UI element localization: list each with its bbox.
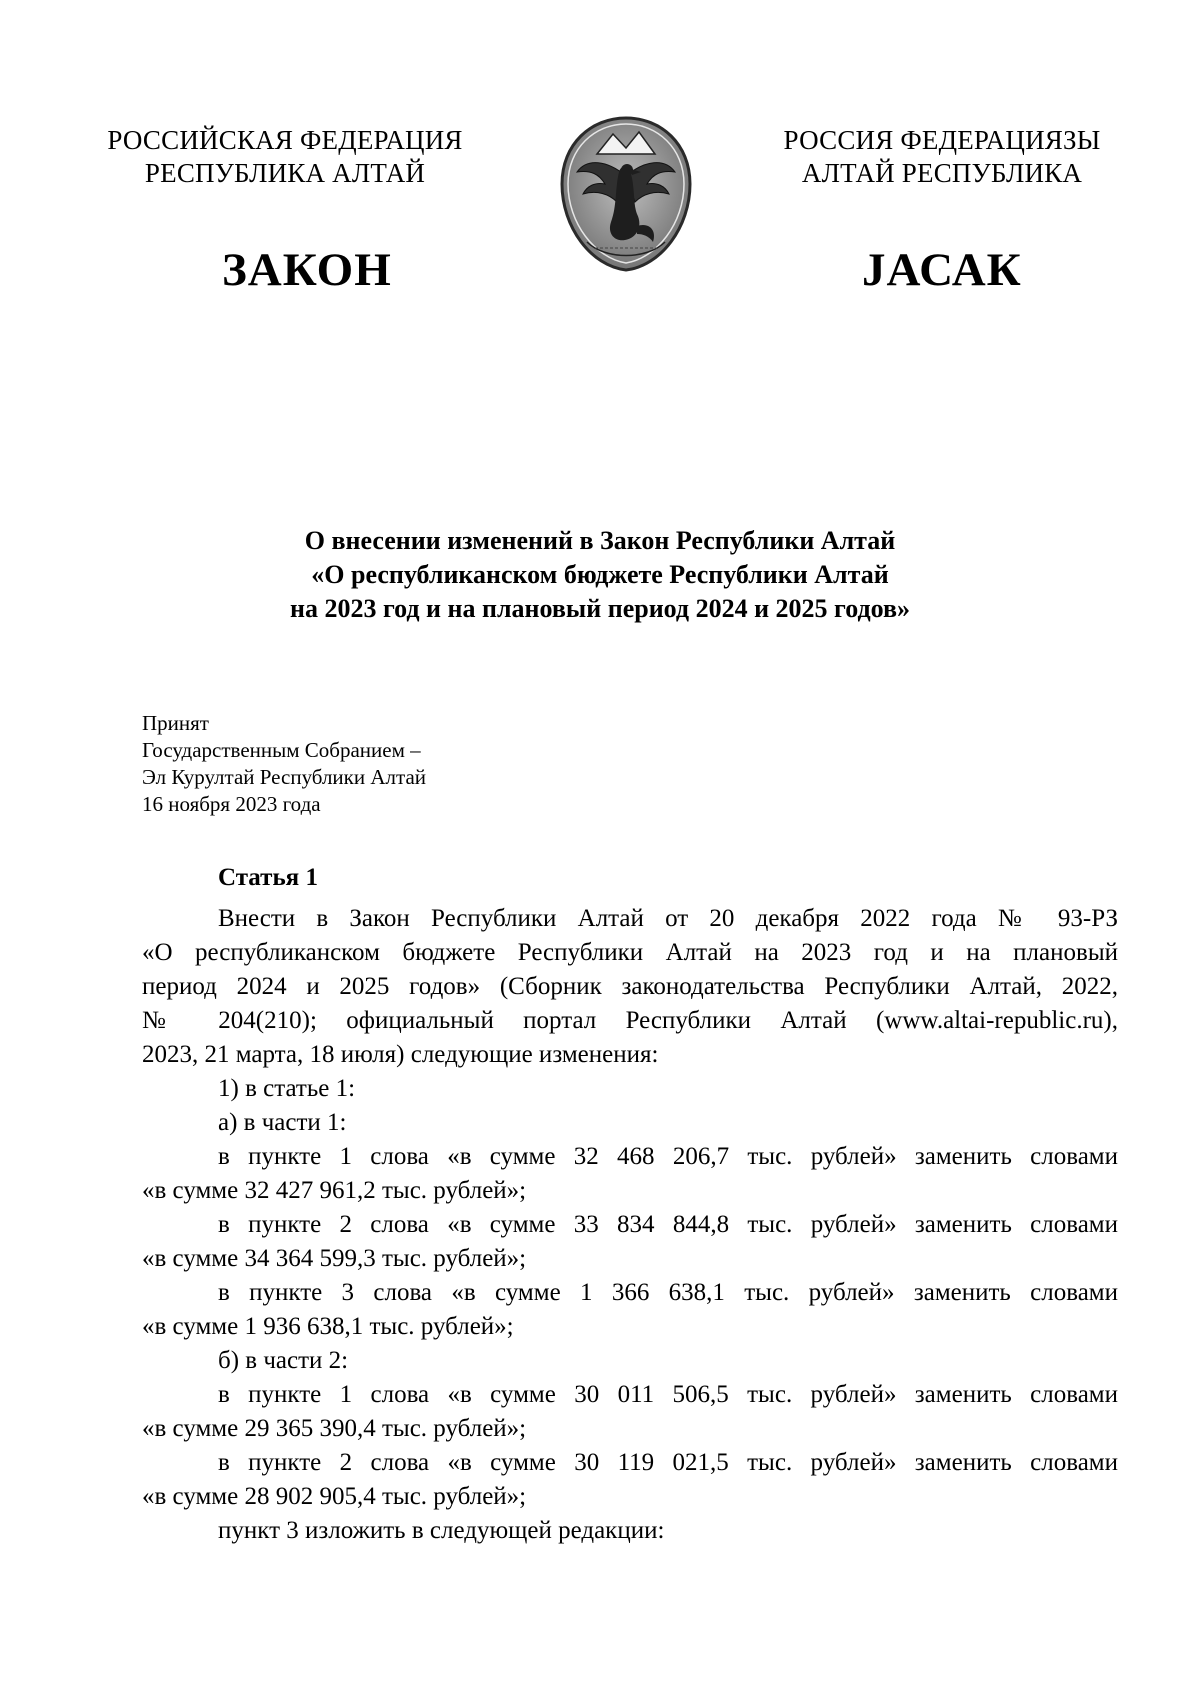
article-heading: Статья 1	[218, 864, 318, 891]
law-heading-altai: JАСАК	[862, 244, 1022, 296]
adoption-line-1: Принят	[142, 711, 209, 735]
body-line: в пункте 1 слова «в сумме 32 468 206,7 тыс. рублей» заменить словами	[218, 1143, 1118, 1170]
header-left-line-1: РОССИЙСКАЯ ФЕДЕРАЦИЯ	[107, 125, 463, 155]
body-line: «в сумме 32 427 961,2 тыс. рублей»;	[142, 1177, 527, 1204]
body-line: «О республиканском бюджете Республики Алтай на 2023 год и на плановый	[142, 939, 1118, 966]
law-title	[150, 524, 1050, 626]
header-right-line-1: РОССИЯ ФЕДЕРАЦИЯЗЫ	[783, 125, 1101, 155]
header-left-russian	[90, 124, 480, 190]
body-line: 1) в статье 1:	[218, 1075, 356, 1102]
body-line: в пункте 2 слова «в сумме 33 834 844,8 тыс. рублей» заменить словами	[218, 1211, 1118, 1238]
body-line: а) в части 1:	[218, 1109, 347, 1136]
body-line: в пункте 2 слова «в сумме 30 119 021,5 тыс. рублей» заменить словами	[218, 1449, 1118, 1476]
adoption-line-3: Эл Курултай Республики Алтай	[142, 765, 427, 789]
body-line: в пункте 3 слова «в сумме 1 366 638,1 тыс. рублей» заменить словами	[218, 1279, 1118, 1306]
law-title-line-3: на 2023 год и на плановый период 2024 и 2025 годов»	[289, 594, 911, 623]
body-line: № 204(210); официальный портал Республики Алтай (www.altai-republic.ru),	[142, 1007, 1118, 1034]
body-line: «в сумме 34 364 599,3 тыс. рублей»;	[142, 1245, 527, 1272]
law-title-line-1: О внесении изменений в Закон Республики Алтай	[304, 526, 896, 555]
body-line: в пункте 1 слова «в сумме 30 011 506,5 тыс. рублей» заменить словами	[218, 1381, 1118, 1408]
body-line: период 2024 и 2025 годов» (Сборник законодательства Республики Алтай, 2022,	[142, 973, 1118, 1000]
body-line: б) в части 2:	[218, 1347, 349, 1374]
adoption-block	[142, 710, 642, 818]
law-heading-russian: ЗАКОН	[222, 244, 392, 296]
law-title-line-2: «О республиканском бюджете Республики Алтай	[311, 560, 889, 589]
header-right-line-2: АЛТАЙ РЕСПУБЛИКА	[801, 158, 1083, 188]
body-line: «в сумме 28 902 905,4 тыс. рублей»;	[142, 1483, 527, 1510]
adoption-date: 16 ноября 2023 года	[142, 792, 321, 816]
header-left-line-2: РЕСПУБЛИКА АЛТАЙ	[144, 158, 426, 188]
body-line: «в сумме 29 365 390,4 тыс. рублей»;	[142, 1415, 527, 1442]
body-line: 2023, 21 марта, 18 июля) следующие изменения:	[142, 1041, 659, 1068]
body-line: пункт 3 изложить в следующей редакции:	[218, 1517, 665, 1544]
header-right-altai	[752, 124, 1132, 190]
article-body	[142, 902, 1118, 1548]
adoption-line-2: Государственным Собранием –	[142, 738, 421, 762]
altai-coat-of-arms-icon	[557, 114, 695, 274]
body-line: Внести в Закон Республики Алтай от 20 декабря 2022 года № 93-РЗ	[218, 905, 1118, 932]
body-line: «в сумме 1 936 638,1 тыс. рублей»;	[142, 1313, 514, 1340]
